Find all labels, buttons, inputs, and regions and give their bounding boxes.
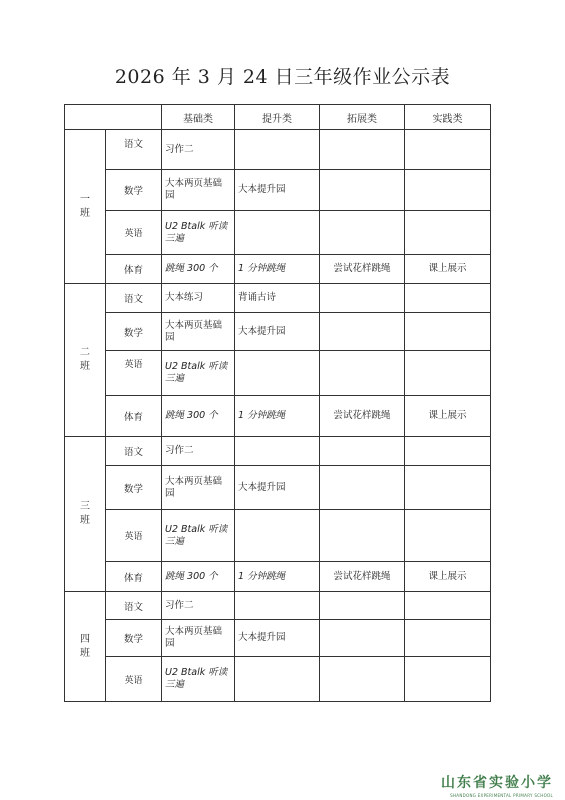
header-advanced: 提升类 (235, 105, 320, 130)
advanced-cell (235, 510, 320, 562)
extended-cell (320, 284, 405, 313)
advanced-cell: 大本提升园 (235, 313, 320, 351)
table-row (65, 255, 491, 284)
extended-cell (320, 657, 405, 702)
basic-cell: U2 Btalk 听读三遍 (162, 510, 235, 562)
practice-cell (405, 170, 491, 211)
advanced-cell: 1 分钟跳绳 (235, 255, 320, 284)
practice-cell (405, 620, 491, 657)
subject-cell: 数学 (106, 466, 162, 510)
subject-cell: 英语 (106, 510, 162, 562)
basic-cell: 习作二 (162, 592, 235, 620)
subject-cell: 语文 (106, 592, 162, 620)
advanced-cell: 1 分钟跳绳 (235, 562, 320, 592)
advanced-cell (235, 657, 320, 702)
practice-cell (405, 130, 491, 170)
table-row (65, 351, 491, 396)
extended-cell: 尝试花样跳绳 (320, 396, 405, 437)
basic-cell: 习作二 (162, 130, 235, 170)
extended-cell (320, 130, 405, 170)
subject-cell: 语文 (106, 437, 162, 466)
subject-cell: 语文 (106, 284, 162, 313)
practice-cell: 课上展示 (405, 255, 491, 284)
extended-cell (320, 620, 405, 657)
header-practice: 实践类 (405, 105, 491, 130)
header-basic: 基础类 (162, 105, 235, 130)
practice-cell (405, 466, 491, 510)
subject-cell: 英语 (106, 351, 162, 396)
advanced-cell: 大本提升园 (235, 170, 320, 211)
subject-cell: 语文 (106, 130, 162, 170)
basic-cell: 跳绳 300 个 (162, 562, 235, 592)
basic-cell: 跳绳 300 个 (162, 255, 235, 284)
basic-cell: U2 Btalk 听读三遍 (162, 211, 235, 255)
advanced-cell: 大本提升园 (235, 620, 320, 657)
homework-table (64, 104, 491, 702)
subject-cell: 数学 (106, 313, 162, 351)
advanced-cell (235, 592, 320, 620)
practice-cell (405, 592, 491, 620)
page-title: 2026 年 3 月 24 日三年级作业公示表 (114, 66, 451, 88)
extended-cell (320, 211, 405, 255)
practice-cell: 课上展示 (405, 396, 491, 437)
subject-cell: 英语 (106, 657, 162, 702)
advanced-cell (235, 437, 320, 466)
table-row (65, 396, 491, 437)
table-row (65, 657, 491, 702)
table-row (65, 284, 491, 313)
extended-cell (320, 351, 405, 396)
practice-cell: 课上展示 (405, 562, 491, 592)
subject-cell: 英语 (106, 211, 162, 255)
table-row (65, 562, 491, 592)
practice-cell (405, 510, 491, 562)
table-header-row (65, 105, 491, 130)
school-logo-name: 山东省实验小学 (441, 775, 553, 791)
class-label: 二班 (65, 284, 106, 437)
extended-cell (320, 466, 405, 510)
school-logo-english: SHANDONG EXPERIMENTAL PRIMARY SCHOOL (450, 793, 553, 798)
advanced-cell: 背诵古诗 (235, 284, 320, 313)
header-extended: 拓展类 (320, 105, 405, 130)
basic-cell: 大本练习 (162, 284, 235, 313)
subject-cell: 体育 (106, 396, 162, 437)
subject-cell: 数学 (106, 620, 162, 657)
table-row (65, 170, 491, 211)
subject-cell: 数学 (106, 170, 162, 211)
practice-cell (405, 211, 491, 255)
basic-cell: 大本两页基础园 (162, 170, 235, 211)
class-label: 三班 (65, 437, 106, 592)
class-label: 四班 (65, 592, 106, 702)
header-corner (65, 105, 162, 130)
table-row (65, 592, 491, 620)
advanced-cell: 大本提升园 (235, 466, 320, 510)
basic-cell: U2 Btalk 听读三遍 (162, 351, 235, 396)
table-row (65, 510, 491, 562)
table-row (65, 437, 491, 466)
practice-cell (405, 437, 491, 466)
class-label: 一班 (65, 130, 106, 284)
extended-cell (320, 510, 405, 562)
advanced-cell: 1 分钟跳绳 (235, 396, 320, 437)
advanced-cell (235, 130, 320, 170)
basic-cell: 跳绳 300 个 (162, 396, 235, 437)
school-logo (441, 772, 553, 798)
extended-cell (320, 313, 405, 351)
basic-cell: U2 Btalk 听读三遍 (162, 657, 235, 702)
table-row (65, 130, 491, 170)
extended-cell: 尝试花样跳绳 (320, 255, 405, 284)
practice-cell (405, 351, 491, 396)
basic-cell: 习作二 (162, 437, 235, 466)
subject-cell: 体育 (106, 255, 162, 284)
table-row (65, 313, 491, 351)
table-row (65, 466, 491, 510)
advanced-cell (235, 211, 320, 255)
practice-cell (405, 657, 491, 702)
table-row (65, 211, 491, 255)
extended-cell (320, 170, 405, 211)
extended-cell: 尝试花样跳绳 (320, 562, 405, 592)
extended-cell (320, 592, 405, 620)
basic-cell: 大本两页基础园 (162, 620, 235, 657)
basic-cell: 大本两页基础园 (162, 466, 235, 510)
basic-cell: 大本两页基础园 (162, 313, 235, 351)
subject-cell: 体育 (106, 562, 162, 592)
table-row (65, 620, 491, 657)
extended-cell (320, 437, 405, 466)
practice-cell (405, 284, 491, 313)
practice-cell (405, 313, 491, 351)
advanced-cell (235, 351, 320, 396)
